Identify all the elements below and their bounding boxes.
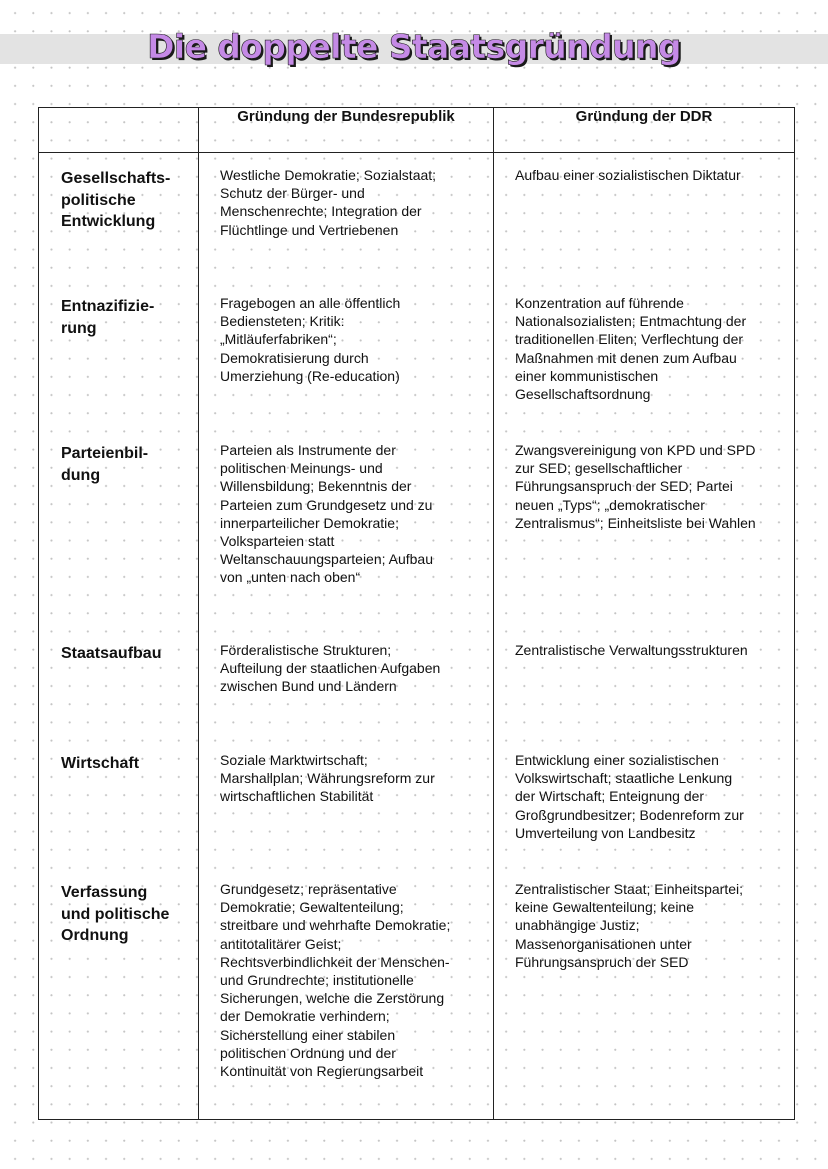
comparison-table [38,107,795,1120]
row-label-cell [39,628,199,738]
brd-text: Fragebogen an alle öffentlich Bediensteten; Kritik: „Mitläuferfabriken“; Demokratisierung durch Umerziehung (Re-education) [220,295,401,384]
table-row [39,153,795,282]
ddr-cell [494,867,795,1120]
header-ddr: Gründung der DDR [494,108,795,153]
brd-cell [199,153,494,282]
ddr-cell [494,281,795,428]
ddr-cell [494,428,795,628]
row-label: Wirtschaft [61,755,140,772]
ddr-text: Zentralistische Verwaltungsstrukturen [515,642,748,658]
brd-cell [199,738,494,867]
brd-text: Förderalistische Strukturen; Aufteilung der staatlichen Aufgaben zwischen Bund und Ländern [220,642,441,695]
row-label-cell [39,738,199,867]
row-label-cell [39,281,199,428]
brd-text: Parteien als Instrumente der politischen Meinungs- und Willensbildung; Bekenntnis der Parteien zum Grundgesetz und zu innerparteilicher Demokratie; Volksparteien statt Weltanschauungsparteien; Aufbau von „unten nach oben“ [220,442,434,586]
brd-text: Soziale Marktwirtschaft; Marshallplan; Währungsreform zur wirtschaftlichen Stabilität [220,752,435,805]
ddr-text: Entwicklung einer sozialistischen Volkswirtschaft; staatliche Lenkung der Wirtschaft; Enteignung der Großgrundbesitzer; Bodenreform zur Umverteilung von Landbesitz [515,752,744,841]
header-brd: Gründung der Bundesrepublik [199,108,494,153]
table-row [39,867,795,1120]
brd-cell [199,628,494,738]
ddr-cell [494,738,795,867]
ddr-text: Zentralistischer Staat; Einheitspartei; keine Gewaltenteilung; keine unabhängige Justiz; Massenorganisationen unter Führungsanspruch der SED [515,881,743,970]
header-corner-cell [39,108,199,153]
brd-cell [199,867,494,1120]
row-label: Verfassung und politische Ordnung [61,884,170,944]
brd-cell [199,428,494,628]
row-label-cell [39,153,199,282]
ddr-cell [494,153,795,282]
brd-cell [199,281,494,428]
table-row [39,428,795,628]
row-label: Gesellschafts- politische Entwicklung [61,170,171,230]
row-label: Parteienbil- dung [61,445,149,484]
ddr-cell [494,628,795,738]
brd-text: Grundgesetz; repräsentative Demokratie; Gewaltenteilung; streitbare und wehrhafte Demokratie; antitotalitärer Geist; Rechtsverbindlichkeit der Menschen- und Grundrechte; institutionelle Sicherungen, welche die Zerstörung der Demokratie verhindern; Sicherstellung einer stabilen politischen Ordnung und der Kontinuität von Regierungsarbeit [220,881,451,1080]
header-row [39,108,795,153]
table-row [39,281,795,428]
page-title: Die doppelte Staatsgründung [147,27,681,66]
ddr-text: Konzentration auf führende Nationalsozialisten; Entmachtung der traditionellen Eliten; Verflechtung der Maßnahmen mit denen zum Aufbau einer kommunistischen Gesellschaftsordnung [515,295,747,403]
table-row [39,628,795,738]
row-label-cell [39,867,199,1120]
row-label: Staatsaufbau [61,645,162,662]
ddr-text: Zwangsvereinigung von KPD und SPD zur SED; gesellschaftlicher Führungsanspruch der SED; Partei neuen „Typs“; „demokratischer Zentralismus“; Einheitsliste bei Wahlen [515,442,756,531]
ddr-text: Aufbau einer sozialistischen Diktatur [515,167,741,183]
row-label-cell [39,428,199,628]
row-label: Entnazifizie- rung [61,298,155,337]
brd-text: Westliche Demokratie; Sozialstaat; Schutz der Bürger- und Menschenrechte; Integration der Flüchtlinge und Vertriebenen [220,167,437,238]
table-row [39,738,795,867]
